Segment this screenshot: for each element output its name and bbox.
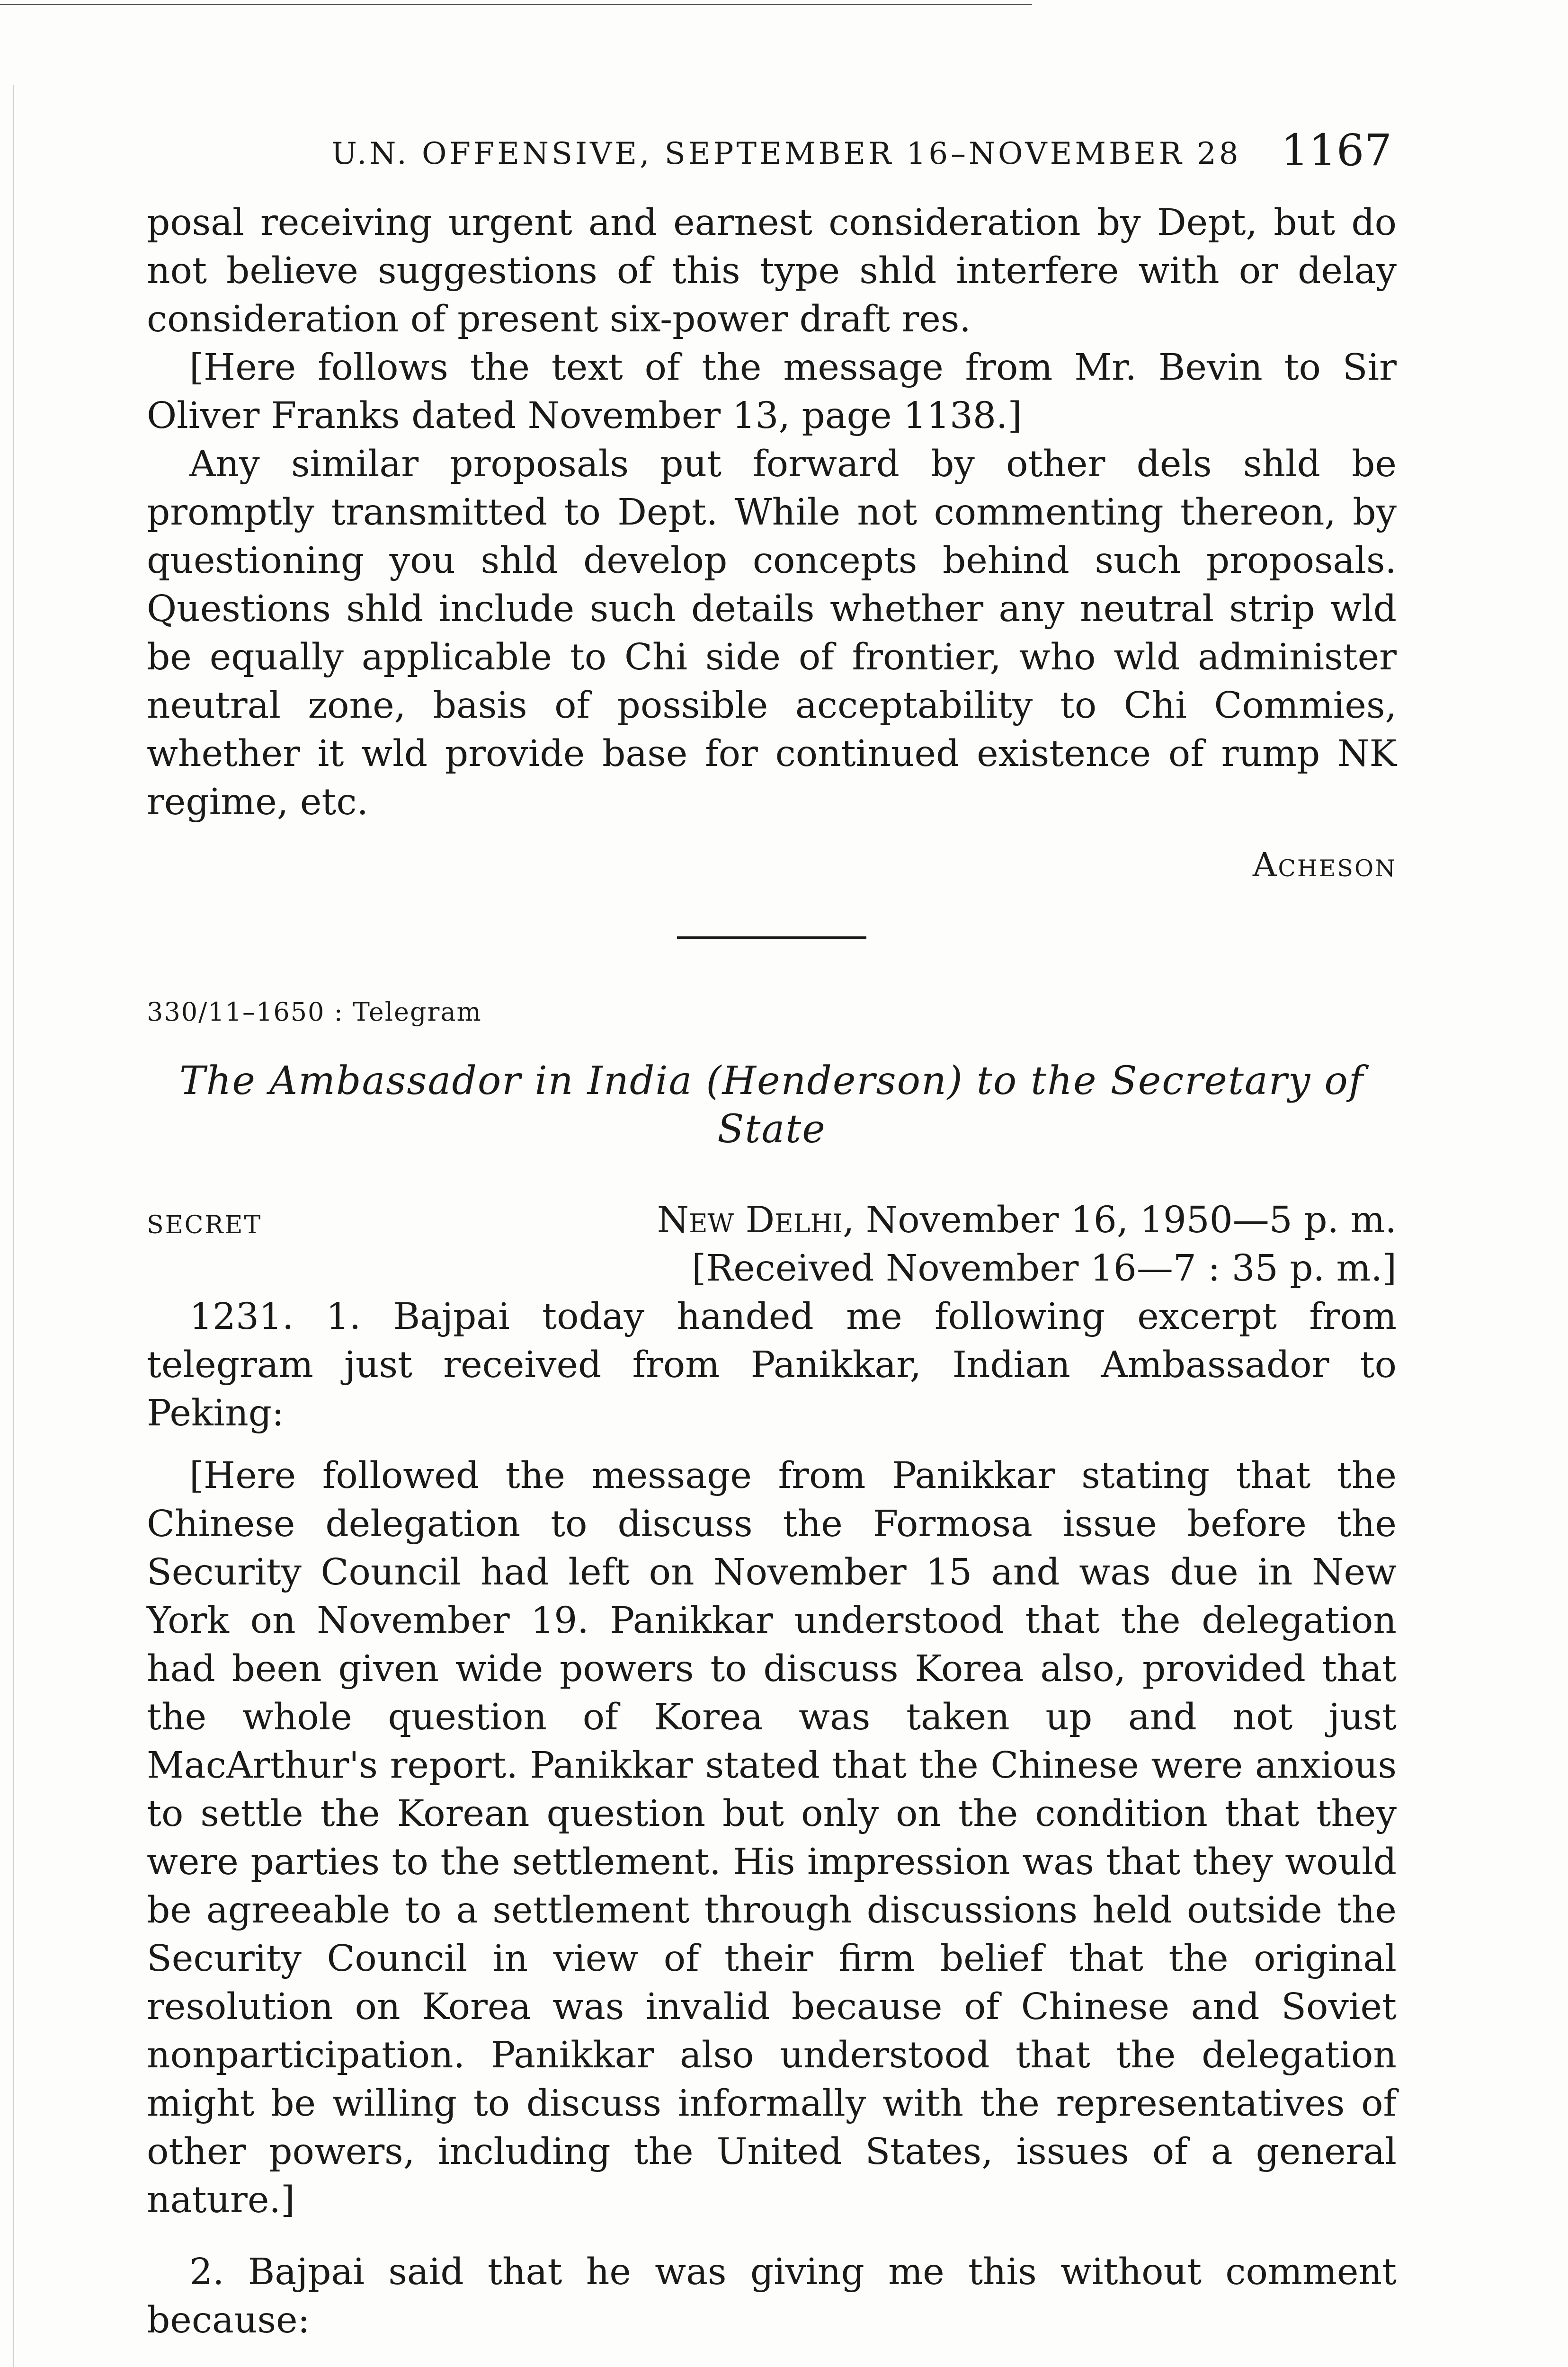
document-title: The Ambassador in India (Henderson) to the Secretary of State [179,1059,1364,1152]
editorial-note: [Here follows the text of the message from Mr. Bevin to Sir Oliver Franks dated November 13, page 1138.] [147,347,1397,437]
running-head: U.N. OFFENSIVE, SEPTEMBER 16–NOVEMBER 28 [331,136,1241,171]
instruction-paragraph: Any similar proposals put forward by other dels shld be promptly transmitted to Dept. While not commenting thereon, by questioning you shld develop concepts behind such proposals. Questions shld include such details whether any neutral strip wld be equally applicable to Chi side of frontier, who wld administer neutral zone, basis of possible acceptability to Chi Commies, whether it wld provide base for continued existence of rump NK regime, etc. [147,443,1397,823]
classification-label: SECRET [147,1211,262,1239]
telegram-paragraph-2: 2. Bajpai said that he was giving me this without comment because: [147,2251,1397,2341]
dateline-row [147,1196,1397,1245]
page-header [142,118,1392,175]
signature: Acheson [1252,845,1397,884]
top-border-line [0,4,1032,5]
left-margin-line [13,85,14,2367]
file-reference: 330/11–1650 : Telegram [147,997,482,1027]
page-body [147,199,1397,2367]
telegram-paragraph-1: 1231. 1. Bajpai today handed me following excerpt from telegram just received from Panikkar, Indian Ambassador to Peking: [147,1296,1397,1434]
dateline [657,1196,1397,1245]
page-number: 1167 [1281,125,1392,176]
received-line: [Received November 16—7 : 35 p. m.] [692,1247,1397,1290]
editorial-summary: [Here followed the message from Panikkar stating that the Chinese delegation to discuss the Formosa issue before the Security Council had left on November 15 and was due in New York on November 19. Panikkar understood that the delegation had been given wide powers to discuss Korea also, provided that the whole question of Korea was taken up and not just MacArthur's report. Panikkar stated that the Chinese were anxious to settle the Korean question but only on the condition that they were parties to the settlement. His impression was that they would be agreeable to a settlement through discussions held outside the Security Council in view of their firm belief that the original resolution on Korea was invalid because of Chinese and Soviet nonparticipation. Panikkar also understood that the delegation might be willing to discuss informally with the representatives of other powers, including the United States, issues of a general nature.] [147,1455,1397,2221]
dateline-place: New Delhi [657,1199,843,1241]
continuation-paragraph: posal receiving urgent and earnest consideration by Dept, but do not believe suggestions of this type shld interfere with or delay consideration of present six-power draft res. [147,202,1397,340]
section-divider [677,936,866,939]
dateline-date: , November 16, 1950—5 p. m. [842,1199,1397,1241]
